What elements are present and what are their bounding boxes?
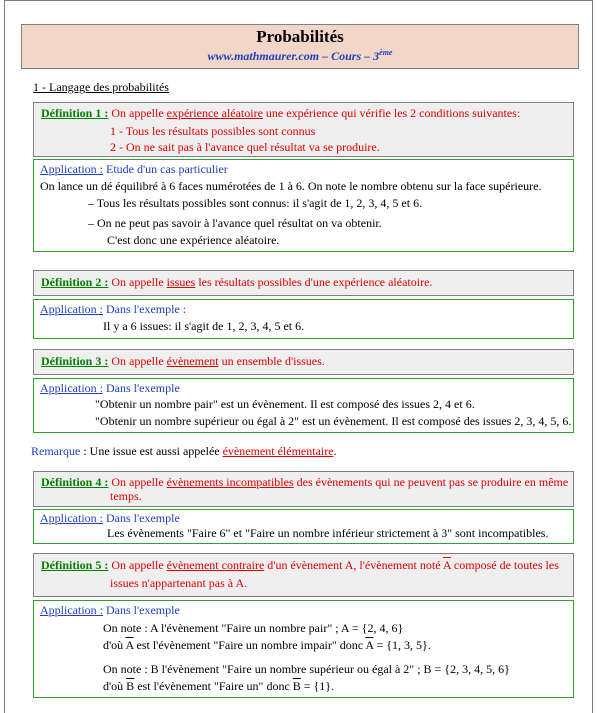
- b-bar-symbol: $\overline{B}$: [126, 679, 135, 693]
- condition-2: 2 - On ne sait pas à l'avance quel résultat va se produire.: [110, 140, 380, 154]
- remark: Remarque : Une issue est aussi appelée évènement élémentaire.: [31, 444, 337, 458]
- application-4: Application : Dans l'exemple Les évènements "Faire 6" et "Faire un nombre inférieur strictement à 3" sont incompatibles.: [33, 509, 574, 544]
- definition-term: expérience aléatoire: [166, 106, 263, 120]
- application-label: Application :: [40, 162, 103, 176]
- app-line: On note : B l'évènement "Faire un nombre supérieur ou égal à 2" ; B = {2, 3, 4, 5, 6}: [103, 662, 510, 676]
- app-line: C'est donc une expérience aléatoire.: [107, 233, 280, 247]
- app-line: On note : A l'évènement "Faire un nombre pair" ; A = {2, 4, 6}: [103, 621, 404, 635]
- definition-2: Définition 2 : On appelle issues les résultats possibles d'une expérience aléatoire.: [33, 270, 574, 296]
- app-line: – On ne peut pas savoir à l'avance quel résultat on va obtenir.: [88, 216, 382, 230]
- app-line: "Obtenir un nombre pair" est un évènement. Il est composé des issues 2, 4 et 6.: [95, 397, 475, 411]
- application-1: Application : Etude d'un cas particulier On lance un dé équilibré à 6 faces numérotées de 1 à 6. On note le nombre obtenu sur la face supérieure. – Tous les résultats possibles sont connus: il s'agit de 1, 2, 3, 4, 5 et 6. – On ne peut pas savoir à l'avance quel résultat on va obtenir. C'est donc une expérience aléatoire.: [33, 159, 574, 252]
- app-line: – Tous les résultats possibles sont connus: il s'agit de 1, 2, 3, 4, 5 et 6.: [88, 196, 423, 210]
- definition-4: Définition 4 : On appelle évènements incompatibles des évènements qui ne peuvent pas se produire en même temps.: [33, 471, 574, 507]
- b-bar-symbol: $\overline{B}$: [292, 679, 301, 693]
- app-line: d'où $\overline{B}$ est l'évènement "Faire un" donc $\overline{B} = \{1\}$.: [103, 679, 335, 693]
- application-2: Application : Dans l'exemple : Il y a 6 issues: il s'agit de 1, 2, 3, 4, 5 et 6.: [33, 299, 574, 339]
- condition-1: 1 - Tous les résultats possibles sont connus: [110, 124, 316, 138]
- definition-1: Définition 1 : On appelle expérience aléatoire une expérience qui vérifie les 2 conditions suivantes: 1 - Tous les résultats possibles sont connus 2 - On ne sait pas à l'avance quel résultat va se produire.: [33, 102, 574, 157]
- app-line: On lance un dé équilibré à 6 faces numérotées de 1 à 6. On note le nombre obtenu sur la face supérieure.: [40, 179, 542, 193]
- a-bar-symbol: $\overline{A}$: [365, 638, 374, 652]
- a-bar-symbol: $\overline{A}$: [125, 638, 134, 652]
- application-3: Application : Dans l'exemple "Obtenir un nombre pair" est un évènement. Il est composé des issues 2, 4 et 6. "Obtenir un nombre supérieur ou égal à 2" est un évènement. Il est composé des issues 2, 3, 4, 5, 6.: [33, 378, 574, 433]
- application-5: Application : Dans l'exemple On note : A l'évènement "Faire un nombre pair" ; A = {2, 4, 6} d'où $\overline{A}$ est l'évènement "Faire un nombre impair" donc $\overline{A} = \{1$, 3, 5}. On note : B l'évènement "Faire un nombre supérieur ou égal à 2" ; B = {2, 3, 4, 5, 6} d'où $\overline{B}$ est l'évènement "Faire un" donc $\overline{B} = \{1\}$.: [33, 600, 574, 698]
- document-header: [21, 24, 579, 69]
- page-title: Probabilités: [256, 27, 344, 46]
- definition-5: Définition 5 : On appelle évènement contraire d'un évènement A, l'évènement noté $\overline{A}$ composé de toutes les issues n'appartenant pas à A.: [33, 553, 574, 597]
- app-line: Il y a 6 issues: il s'agit de 1, 2, 3, 4, 5 et 6.: [103, 319, 305, 333]
- page: [4, 0, 593, 713]
- definition-3: Définition 3 : On appelle évènement un ensemble d'issues.: [33, 349, 574, 375]
- header-subtitle: www.mathmaurer.com – Cours – 3ème: [207, 48, 393, 63]
- app-line: "Obtenir un nombre supérieur ou égal à 2" est un évènement. Il est composé des issues 2, 3, 4, 5, 6.: [95, 414, 572, 428]
- app-line: d'où $\overline{A}$ est l'évènement "Faire un nombre impair" donc $\overline{A} = \{1$, 3, 5}.: [103, 638, 431, 652]
- section-title: 1 - Langage des probabilités: [33, 80, 169, 94]
- site-link[interactable]: www.mathmaurer.com: [207, 49, 320, 63]
- definition-label: Définition 1 :: [41, 106, 109, 120]
- a-bar-symbol: $\overline{A}$: [442, 558, 451, 572]
- app-line: Les évènements "Faire 6" et "Faire un nombre inférieur strictement à 3" sont incompatibles.: [107, 526, 549, 540]
